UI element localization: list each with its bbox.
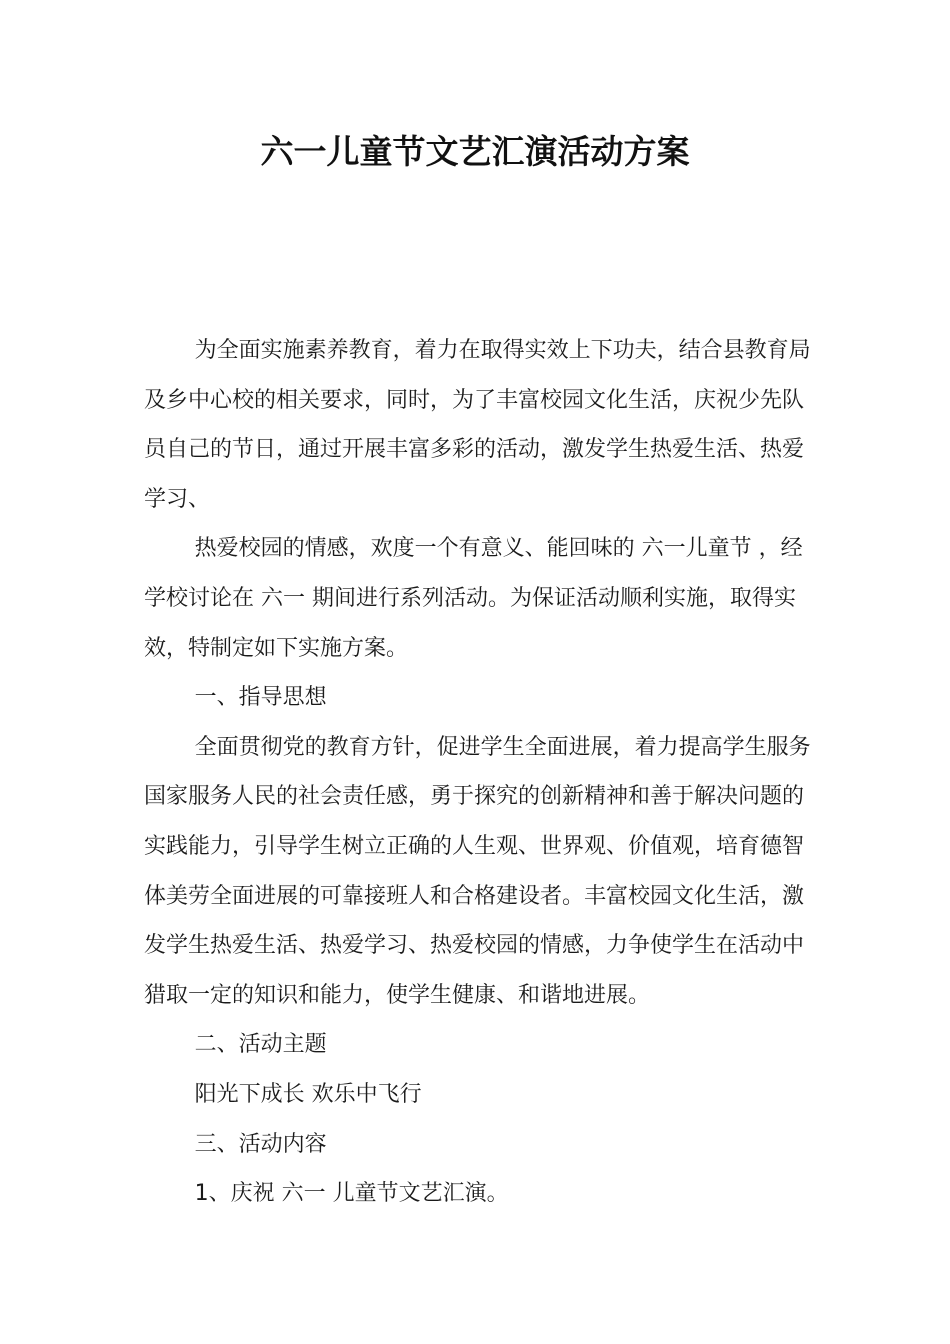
paragraph-intro-1: 为全面实施素养教育，着力在取得实效上下功夫，结合县教育局及乡中心校的相关要求，同时，为了丰富校园文化生活，庆祝少先队员自己的节日，通过开展丰富多彩的活动，激发学生热爱生活、热爱学习、 — [144, 338, 811, 512]
section-heading-activity-theme: 二、活动主题 — [194, 1032, 327, 1058]
document-title: 六一儿童节文艺汇演活动方案 — [260, 132, 690, 171]
section-heading-activity-content: 三、活动内容 — [194, 1131, 327, 1157]
paragraph-guiding-ideology: 全面贯彻党的教育方针，促进学生全面进展，着力提高学生服务国家服务人民的社会责任感，勇于探究的创新精神和善于解决问题的实践能力，引导学生树立正确的人生观、世界观、价值观，培育德智体美劳全面进展的可靠接班人和合格建设者。丰富校园文化生活，激发学生热爱生活、热爱学习、热爱校园的情感，力争使学生在活动中猎取一定的知识和能力，使学生健康、和谐地进展。 — [144, 734, 811, 1008]
section-heading-guiding-ideology: 一、指导思想 — [194, 685, 327, 711]
paragraph-intro-2: 热爱校园的情感，欢度一个有意义、能回味的 六一儿童节 ，经学校讨论在 六一 期间进行系列活动。为保证活动顺利实施，取得实效，特制定如下实施方案。 — [144, 536, 803, 661]
document-body — [144, 326, 812, 1219]
paragraph-activity-theme: 阳光下成长 欢乐中飞行 — [194, 1081, 422, 1107]
list-item-activity-1: 1、庆祝 六一 儿童节文艺汇演。 — [194, 1181, 509, 1207]
